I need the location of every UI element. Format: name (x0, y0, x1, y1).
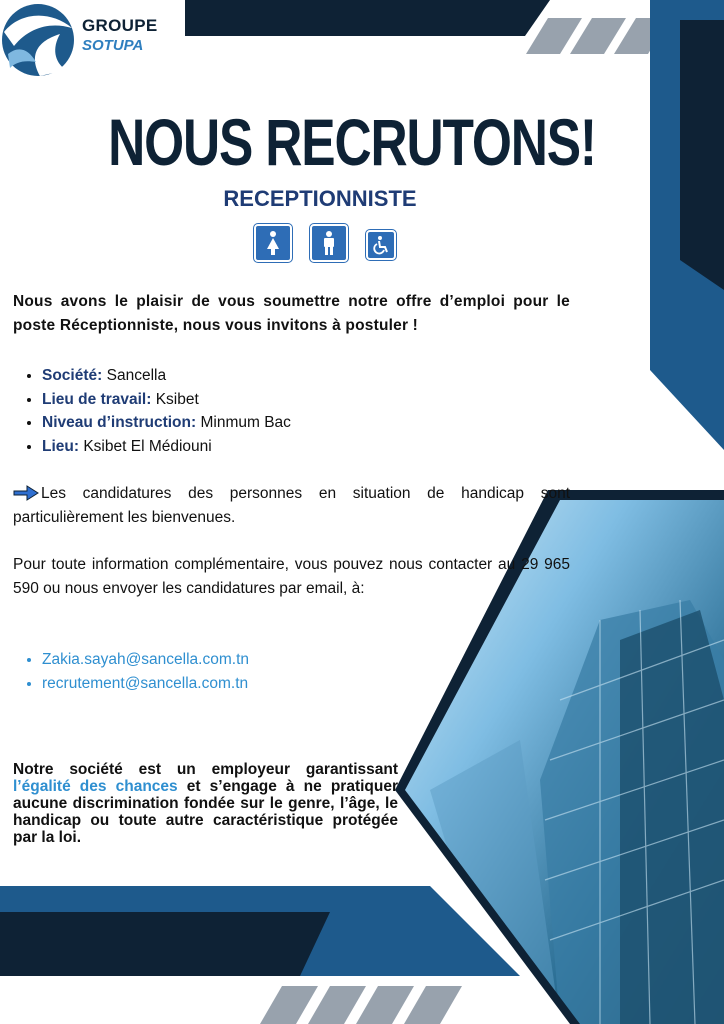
detail-label: Lieu: (42, 437, 80, 455)
handicap-text: Les candidatures des personnes en situation de handicap sont particulièrement les bienvenues. (13, 485, 570, 526)
equality-statement (13, 761, 398, 846)
equality-text-before: Notre société est un employeur garantissant (13, 761, 398, 778)
intro-paragraph: Nous avons le plaisir de vous soumettre notre offre d’emploi pour le poste Réceptionniste, nous vous invitons à postuler ! (13, 293, 570, 334)
female-icon (254, 224, 292, 262)
equality-text-after: et s’engage à ne pratiquer aucune discrimination fondée sur le genre, l’âge, le handicap ou toute autre caractéristique protégée par la loi. (13, 778, 399, 846)
detail-value: Ksibet El Médiouni (83, 437, 212, 455)
detail-label: Niveau d’instruction: (42, 414, 197, 431)
job-title: RECEPTIONNISTE (223, 186, 417, 211)
contact-paragraph: Pour toute information complémentaire, vous pouvez nous contacter au 29 965 590 ou nous envoyer les candidatures par email, à: (13, 556, 570, 597)
list-item (42, 388, 291, 412)
logo-text-sotupa: SOTUPA (82, 37, 144, 54)
page-title: NOUS RECRUTONS! (108, 105, 596, 179)
list-item (42, 411, 291, 435)
detail-label: Société: (42, 367, 103, 384)
handicap-note (13, 482, 570, 530)
equality-highlight: l’égalité des chances (13, 778, 178, 795)
detail-label: Lieu de travail: (42, 390, 152, 408)
list-item (42, 364, 291, 388)
detail-value: Sancella (106, 367, 167, 384)
email-link[interactable]: • recrutement@sancella.com.tn (42, 672, 249, 696)
list-item (42, 435, 291, 459)
logo-text-groupe: GROUPE (82, 16, 158, 35)
arrow-right-icon (13, 485, 39, 501)
job-details-list (22, 364, 291, 458)
detail-value: Ksibet (155, 390, 199, 408)
gender-accessibility-icons (254, 224, 396, 258)
wheelchair-icon (366, 230, 396, 260)
email-list (22, 648, 249, 696)
male-icon (310, 224, 348, 262)
email-link[interactable]: • Zakia.sayah@sancella.com.tn (42, 648, 249, 672)
detail-value: Minmum Bac (200, 414, 291, 431)
